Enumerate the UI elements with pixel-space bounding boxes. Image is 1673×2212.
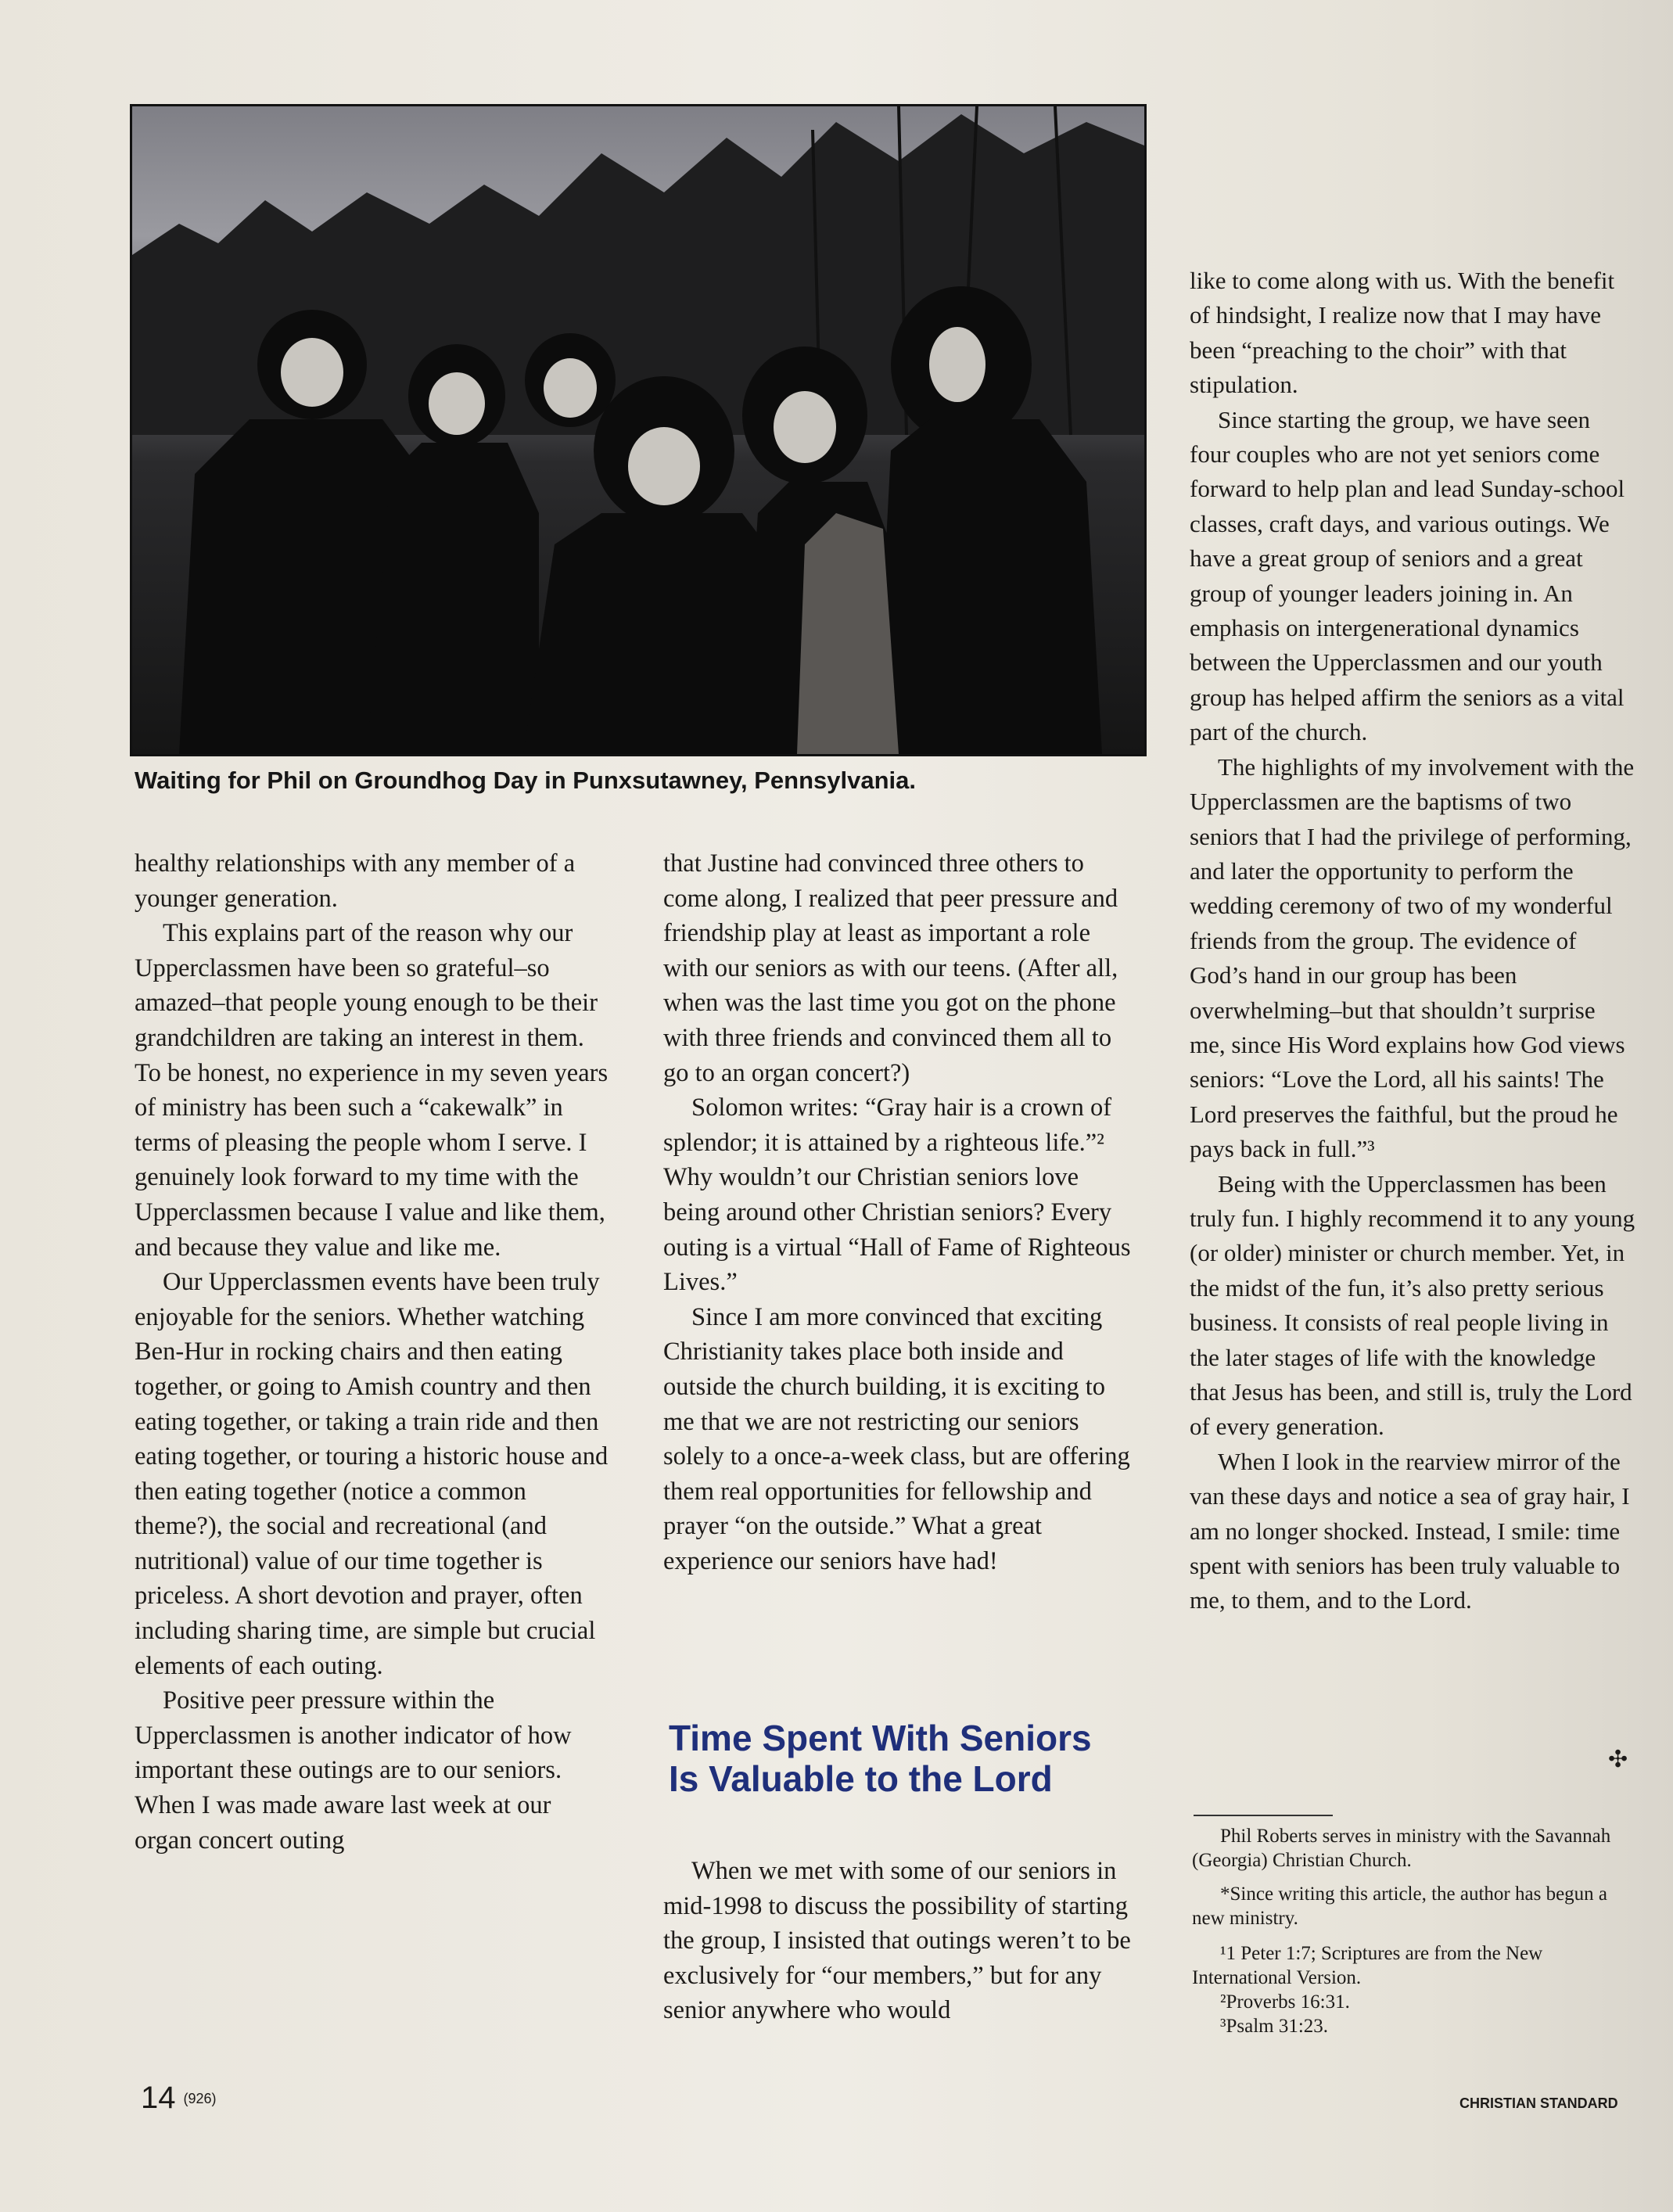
paragraph: When we met with some of our seniors in mid-1998 to discuss the possibility of starting the group, I insisted that outings weren’t to be exclusively for “our members,” but for any senior anywhere who would: [663, 1857, 1131, 2025]
paragraph: that Justine had convinced three others to come along, I realized that peer pressure and friendship play at least as important a role with our seniors as with our teens. (After all, when was the last time you got on the phone with three friends and convinced them all to go to an organ concert?): [663, 849, 1118, 1087]
paragraph: Since I am more convinced that exciting Christianity takes place both inside and outside the church building, it is exciting to me that we are not restricting our seniors solely to a once-a-week class, but are offering them real opportunities for fellowship and prayer “on the outside.” What a great experience our seniors have had!: [663, 1302, 1130, 1575]
publication-name: CHRISTIAN STANDARD: [1459, 2095, 1618, 2111]
column-2: [663, 846, 1140, 1578]
end-mark-icon: ✣: [1608, 1747, 1628, 1772]
section-heading: Time Spent With Seniors Is Valuable to the Lord: [669, 1718, 1092, 1799]
author-note: *Since writing this article, the author has begun a new ministry.: [1192, 1883, 1608, 1929]
paragraph: Our Upperclassmen events have been truly enjoyable for the seniors. Whether watching Ben-Hur in rocking chairs and then eating together, or going to Amish country and then eating together, or taking a train ride and then eating together, or touring a historic house and then eating together (notice a common theme?), the social and recreational (and nutritional) value of our time together is priceless. A short devotion and prayer, often including sharing time, are simple but crucial elements of each outing.: [135, 1268, 609, 1680]
footnote: ³Psalm 31:23.: [1220, 2016, 1329, 2037]
photo-caption: Waiting for Phil on Groundhog Day in Punxsutawney, Pennsylvania.: [135, 767, 916, 794]
paragraph: like to come along with us. With the benefit of hindsight, I realize now that I may have been “preaching to the choir” with that stipulation.: [1190, 267, 1615, 399]
column-3: [1190, 264, 1635, 1618]
footnote-rule: [1194, 1815, 1333, 1816]
page-number-sub: (926): [183, 2091, 217, 2106]
paragraph: Positive peer pressure within the Upperclassmen is another indicator of how important these outings are to our seniors. When I was made aware last week at our organ concert outing: [135, 1686, 572, 1855]
paragraph: When I look in the rearview mirror of the van these days and notice a sea of gray hair, I am no longer shocked. Instead, I smile: time spent with seniors has been truly valuable to me, to them, and to the Lord.: [1190, 1447, 1630, 1614]
footnote: ¹1 Peter 1:7; Scriptures are from the New International Version.: [1192, 1943, 1543, 1988]
author-bio: Phil Roberts serves in ministry with the Savannah (Georgia) Christian Church.: [1192, 1826, 1611, 1871]
column-1: [135, 846, 612, 1858]
page-number: [141, 2081, 217, 2116]
column-2-continued: [663, 1854, 1140, 2028]
paragraph: Solomon writes: “Gray hair is a crown of splendor; it is attained by a righteous life.”² Why wouldn’t our Christian seniors love being around other Christian seniors? Every outing is a virtual “Hall of Fame of Righteous Lives.”: [663, 1093, 1131, 1297]
footnote: ²Proverbs 16:31.: [1220, 1991, 1350, 2013]
paragraph: Since starting the group, we have seen four couples who are not yet seniors come forward to help plan and lead Sunday-school classes, craft days, and various outings. We have a great group of seniors and a great group of younger leaders joining in. An emphasis on intergenerational dynamics between the Upperclassmen and our youth group has helped affirm the seniors as a vital part of the church.: [1190, 405, 1625, 746]
group-photo: [130, 104, 1147, 756]
paragraph: This explains part of the reason why our Upperclassmen have been so grateful–so amazed–that people young enough to be their grandchildren are taking an interest in them. To be honest, no experience in my seven years of ministry has been such a “cakewalk” in terms of pleasing the people whom I serve. I genuinely look forward to my time with the Upperclassmen because I value and like them, and because they value and like me.: [135, 919, 609, 1262]
page-number-main: 14: [141, 2081, 176, 2115]
footnotes: [1192, 1824, 1638, 2038]
paragraph: healthy relationships with any member of a younger generation.: [135, 849, 576, 913]
paragraph: The highlights of my involvement with the Upperclassmen are the baptisms of two seniors that I had the privilege of performing, and later the opportunity to perform the wedding ceremony of two of my wonderful friends from the group. The evidence of God’s hand in our group has been overwhelming–but that shouldn’t surprise me, since His Word explains how God views seniors: “Love the Lord, all his saints! The Lord preserves the faithful, but the proud he pays back in full.”³: [1190, 752, 1635, 1163]
paragraph: Being with the Upperclassmen has been truly fun. I highly recommend it to any young (or older) minister or church member. Yet, in the midst of the fun, it’s also pretty serious business. It consists of real people living in the later stages of life with the knowledge that Jesus has been, and still is, truly the Lord of every generation.: [1190, 1169, 1635, 1441]
